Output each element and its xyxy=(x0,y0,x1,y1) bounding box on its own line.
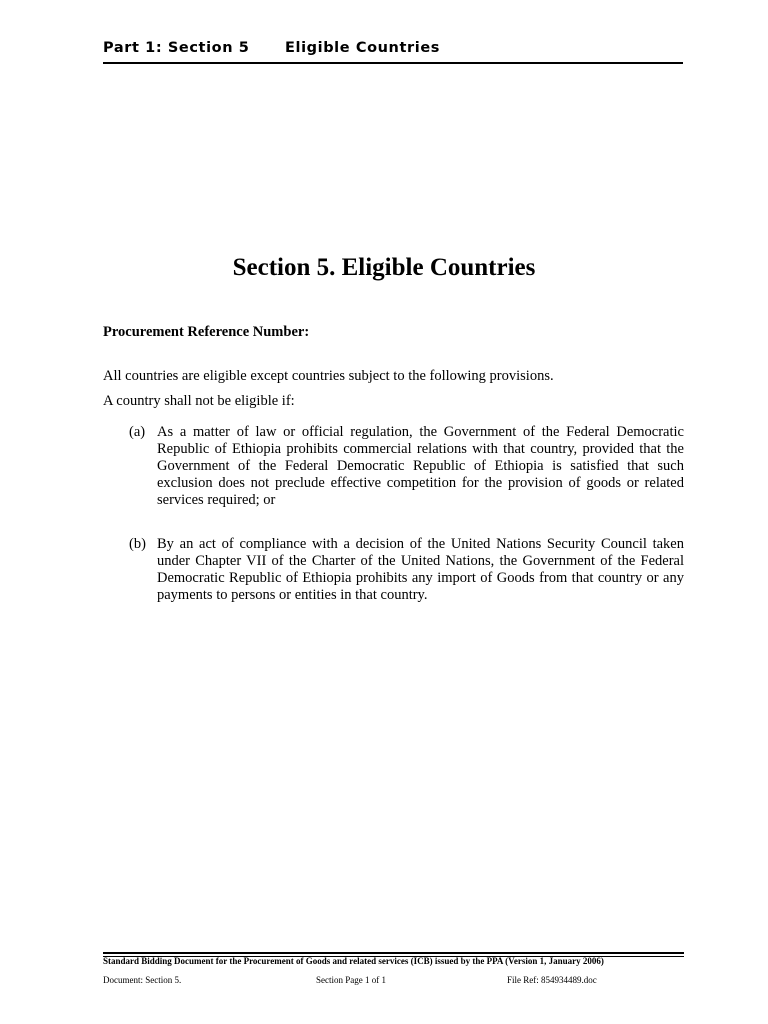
provision-text: By an act of compliance with a decision of the United Nations Security Council taken under Chapter VII of the Charter of the United Nations, the Government of the Federal Democratic Republic of Ethiopia prohibits any import of Goods from that country or any payments to persons or entities in that country. xyxy=(157,536,684,603)
footer-file-reference: File Ref: 854934489.doc xyxy=(507,975,597,985)
section-title: Section 5. Eligible Countries xyxy=(232,254,536,281)
footer-document-name: Document: Section 5. xyxy=(103,975,182,985)
eligibility-condition: A country shall not be eligible if: xyxy=(103,393,295,409)
procurement-reference-label: Procurement Reference Number: xyxy=(103,324,310,340)
header-part-label: Part 1: Section 5 xyxy=(103,40,250,56)
running-header xyxy=(103,40,683,64)
provision-text: As a matter of law or official regulation, the Government of the Federal Democratic Republic of Ethiopia prohibits commercial relations with that country, provided that the Government of the Federal Democratic Republic of Ethiopia is satisfied that such exclusion does not preclude effective competition for the provision of goods or related services required; or xyxy=(157,424,684,508)
header-section-title: Eligible Countries xyxy=(285,40,440,56)
provision-item-b xyxy=(129,536,684,604)
footer-standard-document: Standard Bidding Document for the Procurement of Goods and related services (ICB) issued by the PPA (Version 1, January 2006) xyxy=(103,956,604,966)
provision-item-a xyxy=(129,424,684,509)
intro-paragraph: All countries are eligible except countries subject to the following provisions. xyxy=(103,368,554,384)
provision-marker: (b) xyxy=(129,536,146,552)
provision-marker: (a) xyxy=(129,424,146,440)
footer-page-number: Section Page 1 of 1 xyxy=(316,975,386,985)
